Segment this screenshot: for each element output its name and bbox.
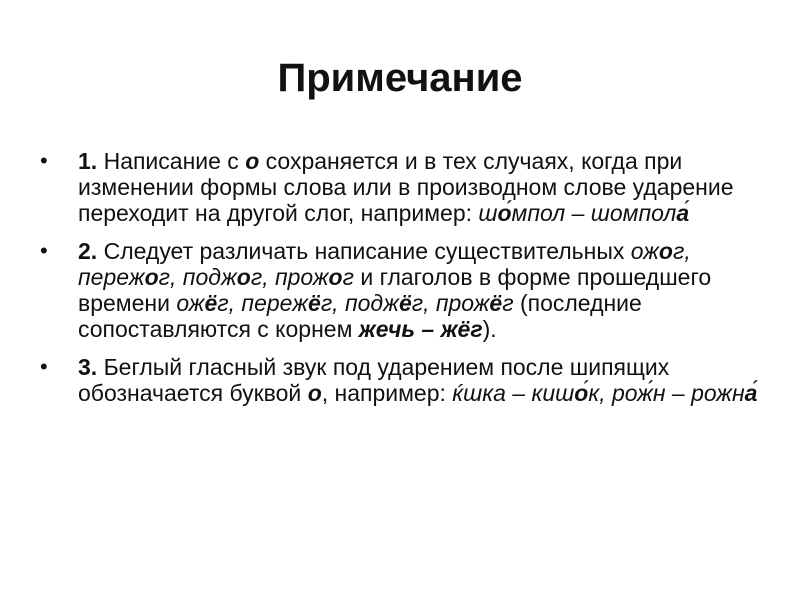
noun-example: прожог: [274, 264, 354, 290]
noun-example: поджог: [182, 264, 263, 290]
root-example: жечь – жёг: [358, 316, 483, 342]
note-text: сохраняется и в тех случаях, когда при изменении формы слова или в производном слове ударение переходит на другой слог, например:: [78, 148, 734, 226]
example-part: ш: [478, 200, 498, 226]
noun-example: пережог: [78, 264, 171, 290]
note-item-1: [40, 148, 760, 226]
verb-example: прожёг: [435, 290, 514, 316]
note-text: Беглый гласный звук под ударением после шипящих обозначается буквой: [78, 354, 670, 406]
note-item-3: [40, 354, 760, 406]
bullet-icon: •: [40, 354, 48, 379]
note-item-2: [40, 238, 760, 342]
separator: ,: [332, 290, 345, 316]
verb-example: поджёг: [344, 290, 424, 316]
example-vowel: о: [497, 200, 512, 226]
note-number: 2.: [78, 238, 98, 264]
note-list: [40, 148, 760, 418]
verb-example: пережёг: [241, 290, 333, 316]
note-number: 3.: [78, 354, 98, 380]
bullet-icon: •: [40, 238, 48, 263]
separator: ,: [170, 264, 183, 290]
note-text: , например:: [321, 380, 453, 406]
note-text: и глаголов в форме прошедшего времени: [78, 264, 712, 316]
note-text: Следует различать написание существительных: [97, 238, 631, 264]
example-vowel: а: [676, 200, 690, 226]
noun-example: ожог: [630, 238, 685, 264]
note-text: Написание с: [97, 148, 246, 174]
note-text: ).: [482, 316, 497, 342]
separator: ,: [423, 290, 436, 316]
separator: ,: [684, 238, 691, 264]
highlight-vowel: о: [245, 148, 260, 174]
separator: ,: [228, 290, 242, 316]
example-part: ́мпол – шомпол: [511, 200, 677, 226]
bullet-icon: •: [40, 148, 48, 173]
separator: ,: [262, 264, 275, 290]
highlight-vowel: о: [307, 380, 322, 406]
example-word: ќшка – кишо́к, рож́н – рожна: [452, 380, 758, 406]
verb-example: ожёг: [176, 290, 229, 316]
example-word: [478, 200, 689, 226]
note-text: (последние сопоставляются с корнем: [78, 290, 642, 342]
note-number: 1.: [78, 148, 98, 174]
slide-title: Примечание: [277, 56, 523, 100]
